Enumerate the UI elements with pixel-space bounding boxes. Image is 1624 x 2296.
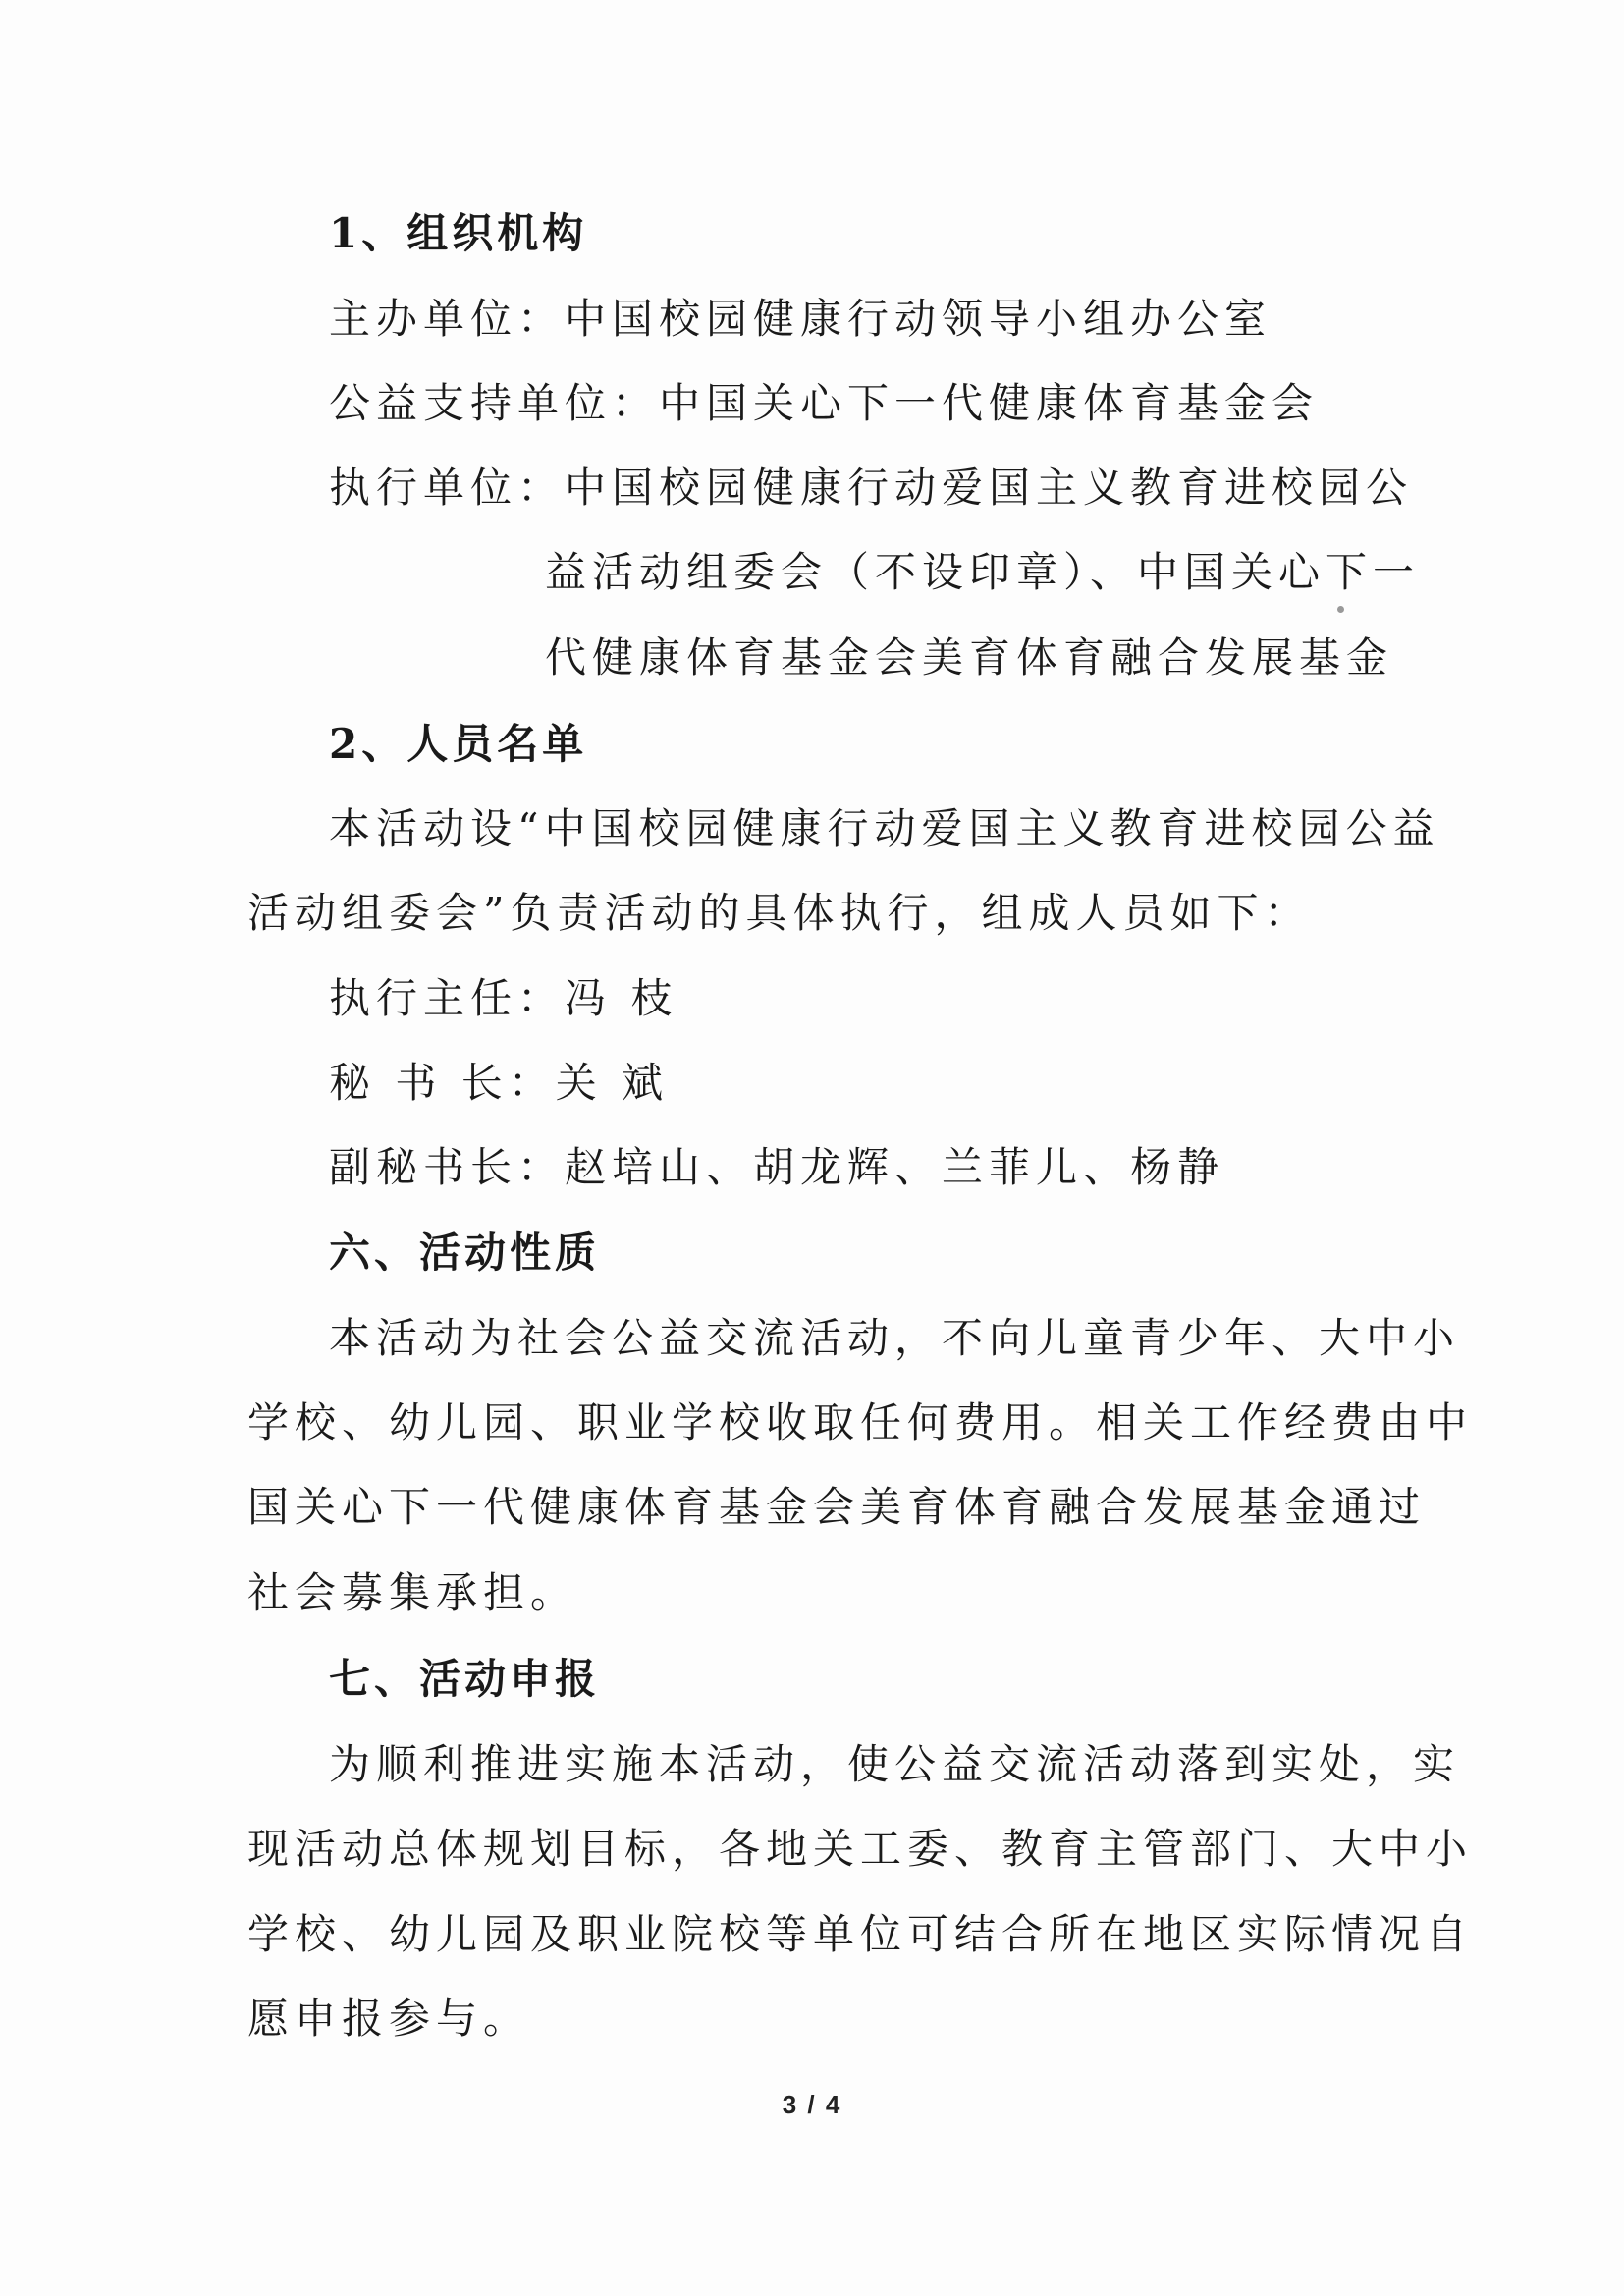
exec-unit-line-2: 益活动组委会（不设印章）、中国关心下一 — [545, 548, 1421, 596]
exec-unit-line-1: 执行单位：中国校园健康行动爱国主义教育进校园公 — [329, 464, 1414, 512]
apply-paragraph-line-1: 为顺利推进实施本活动，使公益交流活动落到实处，实 — [329, 1740, 1461, 1788]
exec-unit-line-3: 代健康体育基金会美育体育融合发展基金 — [545, 633, 1394, 682]
section-heading-nature: 六、活动性质 — [329, 1229, 601, 1277]
scan-speck — [1337, 606, 1344, 613]
apply-paragraph-line-4: 愿申报参与。 — [247, 1995, 531, 2043]
nature-paragraph-line-4: 社会募集承担。 — [247, 1568, 578, 1616]
executive-director-line: 执行主任：冯 枝 — [329, 974, 678, 1022]
staff-paragraph-line-2: 活动组委会”负责活动的具体执行，组成人员如下： — [247, 889, 1312, 937]
page-number: 3 / 4 — [782, 2090, 842, 2119]
nature-paragraph-line-2: 学校、幼儿园、职业学校收取任何费用。相关工作经费由中 — [247, 1398, 1474, 1447]
deputy-secretary-line: 副秘书长：赵培山、胡龙辉、兰菲儿、杨静 — [329, 1143, 1225, 1191]
staff-paragraph-line-1: 本活动设“中国校园健康行动爱国主义教育进校园公益 — [329, 804, 1440, 852]
nature-paragraph-line-1: 本活动为社会公益交流活动，不向儿童青少年、大中小 — [329, 1314, 1461, 1362]
section-heading-staff: 2、人员名单 — [329, 720, 588, 768]
support-unit-line: 公益支持单位：中国关心下一代健康体育基金会 — [329, 379, 1320, 427]
host-unit-line: 主办单位：中国校园健康行动领导小组办公室 — [329, 295, 1272, 343]
section-heading-application: 七、活动申报 — [329, 1655, 601, 1703]
section-heading-organization: 1、组织机构 — [329, 209, 588, 257]
apply-paragraph-line-2: 现活动总体规划目标，各地关工委、教育主管部门、大中小 — [247, 1825, 1474, 1873]
secretary-general-line: 秘 书 长：关 斌 — [329, 1059, 670, 1107]
nature-paragraph-line-3: 国关心下一代健康体育基金会美育体育融合发展基金通过 — [247, 1483, 1427, 1531]
apply-paragraph-line-3: 学校、幼儿园及职业院校等单位可结合所在地区实际情况自 — [247, 1910, 1474, 1958]
